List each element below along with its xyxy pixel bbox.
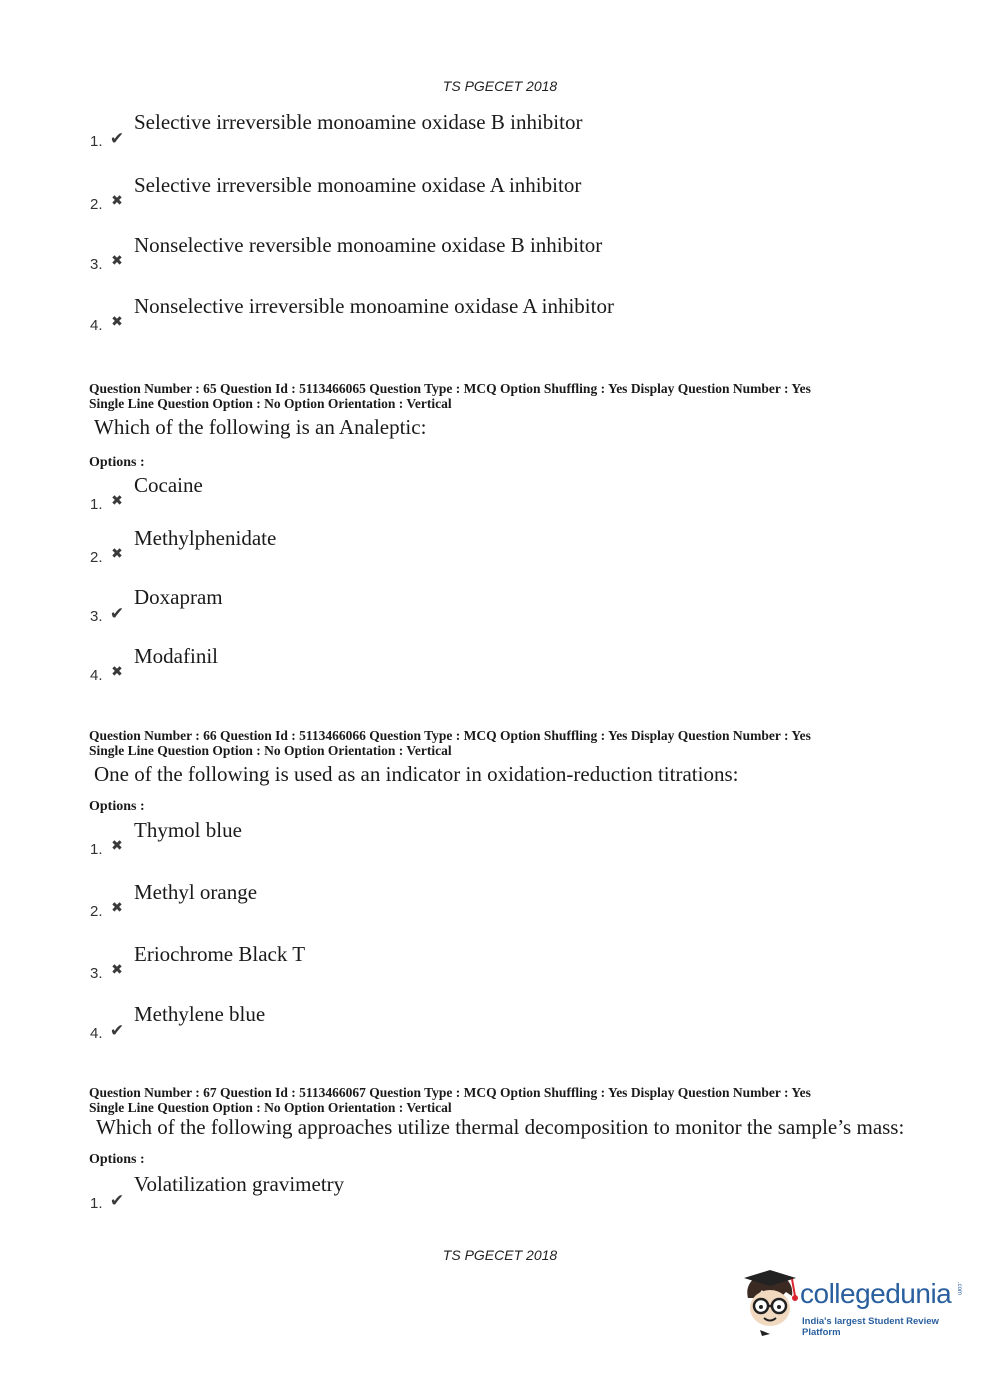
wrong-cross-icon: ✖	[111, 254, 123, 269]
question-meta	[89, 1085, 811, 1115]
option-text: Doxapram	[134, 585, 223, 609]
question-meta-line2: Single Line Question Option : No Option Orientation : Vertical	[89, 1100, 452, 1115]
option-text: Volatilization gravimetry	[134, 1172, 345, 1196]
option-text: Nonselective irreversible monoamine oxidase A inhibitor	[134, 294, 614, 318]
option-number: 4.	[90, 667, 103, 684]
option	[88, 1002, 948, 1042]
mascot-icon	[740, 1268, 802, 1340]
option-text: Eriochrome Black T	[134, 942, 306, 966]
collegedunia-logo	[740, 1268, 970, 1340]
question-meta-line1: Question Number : 65 Question Id : 5113466065 Question Type : MCQ Option Shuffling : Yes Display Question Number : Yes	[89, 381, 811, 396]
option	[88, 585, 948, 625]
options-label: Options :	[89, 799, 145, 814]
option	[88, 110, 948, 150]
option-text: Modafinil	[134, 644, 218, 668]
options-label: Options :	[89, 1152, 145, 1167]
wrong-cross-icon: ✖	[111, 494, 123, 509]
option	[88, 942, 948, 982]
option-text: Thymol blue	[134, 818, 242, 842]
brand-tagline: India's largest Student Review Platform	[802, 1316, 939, 1338]
question-text: Which of the following approaches utilize thermal decomposition to monitor the sample’s mass:	[96, 1115, 905, 1139]
option-number: 3.	[90, 965, 103, 982]
wrong-cross-icon: ✖	[111, 901, 123, 916]
option-number: 3.	[90, 256, 103, 273]
option-number: 3.	[90, 608, 103, 625]
question-meta-line1: Question Number : 66 Question Id : 5113466066 Question Type : MCQ Option Shuffling : Yes Display Question Number : Yes	[89, 728, 811, 743]
option	[88, 644, 948, 684]
option-text: Methylphenidate	[134, 526, 277, 550]
option	[88, 294, 948, 334]
question-text: One of the following is used as an indicator in oxidation-reduction titrations:	[94, 762, 739, 786]
page-header: TS PGECET 2018	[442, 78, 558, 94]
question-meta-line2: Single Line Question Option : No Option Orientation : Vertical	[89, 743, 452, 758]
wrong-cross-icon: ✖	[111, 315, 123, 330]
wrong-cross-icon: ✖	[111, 547, 123, 562]
option-text: Methylene blue	[134, 1002, 266, 1026]
option-number: 2.	[90, 903, 103, 920]
option-text: Methyl orange	[134, 880, 258, 904]
page-footer: TS PGECET 2018	[442, 1247, 558, 1263]
option-number: 1.	[90, 1195, 103, 1212]
option	[88, 880, 948, 920]
option-text: Cocaine	[134, 473, 203, 497]
options-label: Options :	[89, 455, 145, 470]
option-number: 1.	[90, 841, 103, 858]
question-meta	[89, 728, 811, 758]
question-meta	[89, 381, 811, 411]
option-text: Nonselective reversible monoamine oxidase B inhibitor	[134, 233, 603, 257]
correct-check-icon: ✔	[109, 1191, 125, 1210]
correct-check-icon: ✔	[109, 604, 125, 623]
option	[88, 1172, 948, 1212]
wrong-cross-icon: ✖	[111, 963, 123, 978]
wrong-cross-icon: ✖	[111, 665, 123, 680]
question-text: Which of the following is an Analeptic:	[94, 415, 427, 439]
option	[88, 526, 948, 566]
option-text: Selective irreversible monoamine oxidase B inhibitor	[134, 110, 583, 134]
correct-check-icon: ✔	[109, 1021, 125, 1040]
wrong-cross-icon: ✖	[111, 194, 123, 209]
option-number: 4.	[90, 317, 103, 334]
wrong-cross-icon: ✖	[111, 839, 123, 854]
option-number: 1.	[90, 133, 103, 150]
option-number: 4.	[90, 1025, 103, 1042]
option	[88, 473, 948, 513]
option-number: 2.	[90, 196, 103, 213]
option-number: 2.	[90, 549, 103, 566]
question-meta-line2: Single Line Question Option : No Option Orientation : Vertical	[89, 396, 452, 411]
question-meta-line1: Question Number : 67 Question Id : 5113466067 Question Type : MCQ Option Shuffling : Yes Display Question Number : Yes	[89, 1085, 811, 1100]
option-number: 1.	[90, 496, 103, 513]
option	[88, 173, 948, 213]
option-text: Selective irreversible monoamine oxidase A inhibitor	[134, 173, 582, 197]
correct-check-icon: ✔	[109, 129, 125, 148]
brand-name: collegedunia	[800, 1278, 952, 1309]
option	[88, 818, 948, 858]
option	[88, 233, 948, 273]
brand-dotcom: .com	[956, 1282, 962, 1296]
